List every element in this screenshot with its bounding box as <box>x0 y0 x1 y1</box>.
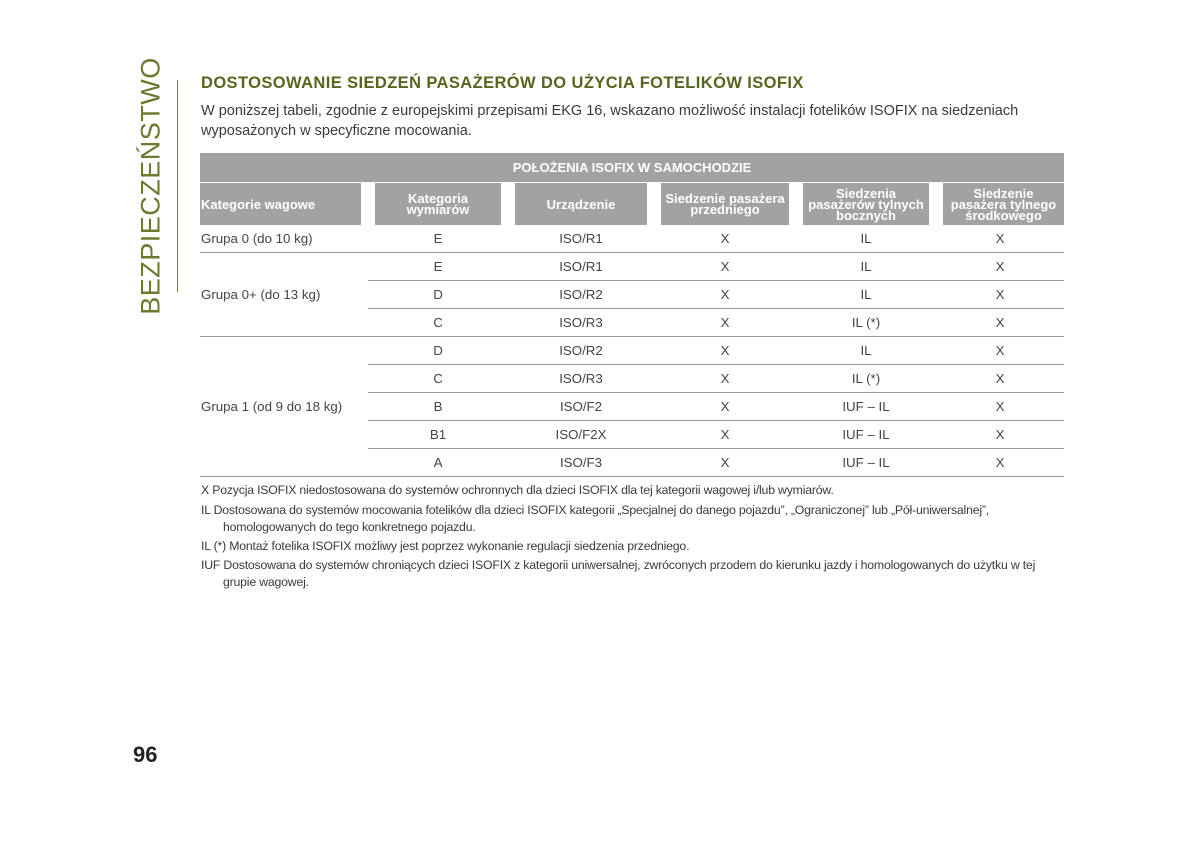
size-class-cell: C <box>368 365 508 393</box>
rear-center-cell: X <box>936 393 1064 421</box>
legend-note-iuf: IUF Dostosowana do systemów chroniących dzieci ISOFIX z kategorii uniwersalnej, zwróconych przodem do kierunku jazdy i homologowanych do użytku w tej grupie wagowej. <box>201 558 1036 589</box>
table-caption: POŁOŻENIA ISOFIX W SAMOCHODZIE <box>200 153 1064 183</box>
rear-side-cell: IUF – IL <box>796 421 936 449</box>
weight-group-cell: Grupa 1 (od 9 do 18 kg) <box>200 337 368 477</box>
column-header-device: Urządzenie <box>508 183 654 226</box>
rear-center-cell: X <box>936 421 1064 449</box>
rear-side-cell: IUF – IL <box>796 449 936 477</box>
size-class-cell: E <box>368 225 508 253</box>
front-passenger-cell: X <box>654 253 796 281</box>
size-class-cell: D <box>368 337 508 365</box>
rear-side-cell: IL (*) <box>796 365 936 393</box>
device-cell: ISO/R1 <box>508 253 654 281</box>
front-passenger-cell: X <box>654 449 796 477</box>
rear-side-cell: IL (*) <box>796 309 936 337</box>
front-passenger-cell: X <box>654 225 796 253</box>
rear-side-cell: IUF – IL <box>796 393 936 421</box>
isofix-table <box>200 153 1064 477</box>
legend-note-il-star: IL (*) Montaż fotelika ISOFIX możliwy jest poprzez wykonanie regulacji siedzenia przedniego. <box>201 539 690 553</box>
rear-center-cell: X <box>936 309 1064 337</box>
legend-note-il: IL Dostosowana do systemów mocowania fotelików dla dzieci ISOFIX kategorii „Specjalnej do danego pojazdu”, „Ograniczonej” lub „Pół-uniwersalnej”, homologowanych do tego konkretnego pojazdu. <box>201 503 990 534</box>
front-passenger-cell: X <box>654 421 796 449</box>
front-passenger-cell: X <box>654 281 796 309</box>
front-passenger-cell: X <box>654 365 796 393</box>
device-cell: ISO/R2 <box>508 281 654 309</box>
table-row <box>200 225 1064 253</box>
intro-paragraph: W poniższej tabeli, zgodnie z europejskimi przepisami EKG 16, wskazano możliwość instalacji fotelików ISOFIX na siedzeniach wyposażonych w specyficzne mocowania. <box>201 103 1019 139</box>
section-sidebar <box>129 57 173 315</box>
weight-group-cell: Grupa 0+ (do 13 kg) <box>200 253 368 337</box>
device-cell: ISO/R2 <box>508 337 654 365</box>
size-class-cell: C <box>368 309 508 337</box>
front-passenger-cell: X <box>654 309 796 337</box>
rear-center-cell: X <box>936 253 1064 281</box>
device-cell: ISO/F2X <box>508 421 654 449</box>
column-header-rear-side: Siedzenia pasażerów tylnych bocznych <box>796 183 936 226</box>
rear-center-cell: X <box>936 365 1064 393</box>
column-header-size: Kategoria wymiarów <box>368 183 508 226</box>
size-class-cell: B1 <box>368 421 508 449</box>
size-class-cell: A <box>368 449 508 477</box>
table-legend <box>201 482 1051 593</box>
rear-side-cell: IL <box>796 253 936 281</box>
rear-side-cell: IL <box>796 281 936 309</box>
table-row <box>200 253 1064 281</box>
size-class-cell: B <box>368 393 508 421</box>
size-class-cell: D <box>368 281 508 309</box>
column-header-rear-center: Siedzenie pasażera tylnego środkowego <box>936 183 1064 226</box>
column-header-front-passenger: Siedzenie pasażera przedniego <box>654 183 796 226</box>
rear-center-cell: X <box>936 225 1064 253</box>
table-row <box>200 337 1064 365</box>
device-cell: ISO/F3 <box>508 449 654 477</box>
rear-side-cell: IL <box>796 225 936 253</box>
size-class-cell: E <box>368 253 508 281</box>
rear-center-cell: X <box>936 449 1064 477</box>
page-heading: DOSTOSOWANIE SIEDZEŃ PASAŻERÓW DO UŻYCIA FOTELIKÓW ISOFIX <box>201 74 804 92</box>
section-label: BEZPIECZEŃSTWO <box>135 57 166 315</box>
front-passenger-cell: X <box>654 337 796 365</box>
front-passenger-cell: X <box>654 393 796 421</box>
section-divider <box>177 80 178 292</box>
rear-center-cell: X <box>936 281 1064 309</box>
column-header-weight: Kategorie wagowe <box>200 183 368 226</box>
device-cell: ISO/R3 <box>508 309 654 337</box>
rear-center-cell: X <box>936 337 1064 365</box>
page-number: 96 <box>133 742 158 767</box>
device-cell: ISO/F2 <box>508 393 654 421</box>
device-cell: ISO/R3 <box>508 365 654 393</box>
rear-side-cell: IL <box>796 337 936 365</box>
device-cell: ISO/R1 <box>508 225 654 253</box>
legend-note-x: X Pozycja ISOFIX niedostosowana do systemów ochronnych dla dzieci ISOFIX dla tej kategorii wagowej i/lub wymiarów. <box>201 483 834 497</box>
weight-group-cell: Grupa 0 (do 10 kg) <box>200 225 368 253</box>
